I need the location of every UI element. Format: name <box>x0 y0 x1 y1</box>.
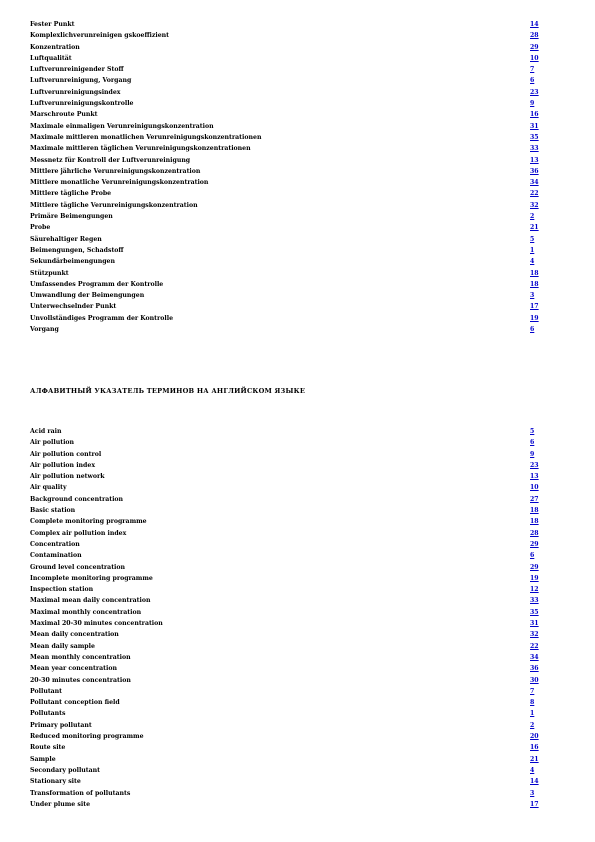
index-term: Konzentration <box>30 43 80 51</box>
index-entry <box>30 109 545 120</box>
page-number-link[interactable]: 7 <box>530 66 535 74</box>
index-entry <box>30 155 545 166</box>
index-entry <box>30 426 545 437</box>
index-entry <box>30 528 545 539</box>
index-term: Primary pollutant <box>30 721 92 729</box>
index-term: Mean year concentration <box>30 665 117 673</box>
index-term: Background concentration <box>30 495 124 503</box>
page-number-link[interactable]: 35 <box>530 133 539 141</box>
index-entry <box>30 697 545 708</box>
page-number-link[interactable]: 18 <box>530 269 539 277</box>
index-term: Concentration <box>30 540 80 548</box>
page-number-link[interactable]: 27 <box>530 495 539 503</box>
index-entry <box>30 765 545 776</box>
page-number-link[interactable]: 10 <box>530 484 539 492</box>
index-term: Transformation of pollutants <box>30 789 131 797</box>
index-term: Sekundärbeimengungen <box>30 258 115 266</box>
index-entry <box>30 234 545 245</box>
index-entry <box>30 562 545 573</box>
german-term-index <box>30 19 545 335</box>
page-number-link[interactable]: 13 <box>530 156 539 164</box>
index-term: Beimengungen, Schadstoff <box>30 246 124 254</box>
index-term: Mittlere jährliche Verunreinigungskonzentration <box>30 167 201 175</box>
index-term: Mittlere tägliche Verunreinigungskonzentration <box>30 201 198 209</box>
page-number-link[interactable]: 8 <box>530 699 535 707</box>
index-entry <box>30 539 545 550</box>
page-number-link[interactable]: 7 <box>530 687 535 695</box>
page-number-link[interactable]: 2 <box>530 721 535 729</box>
index-term: Stützpunkt <box>30 269 69 277</box>
index-entry <box>30 595 545 606</box>
page-number-link[interactable]: 13 <box>530 473 539 481</box>
page-number-link[interactable]: 35 <box>530 608 539 616</box>
index-entry <box>30 641 545 652</box>
index-term: Reduced monitoring programme <box>30 733 144 741</box>
page-number-link[interactable]: 28 <box>530 32 539 40</box>
index-entry <box>30 188 545 199</box>
index-entry <box>30 799 545 810</box>
index-entry <box>30 607 545 618</box>
index-entry <box>30 505 545 516</box>
page-number-link[interactable]: 32 <box>530 631 539 639</box>
index-term: Luftverunreinigungskontrolle <box>30 100 134 108</box>
index-term: Luftqualität <box>30 54 72 62</box>
index-term: Säurehaltiger Regen <box>30 235 102 243</box>
index-term: Maximal 20-30 minutes concentration <box>30 620 163 628</box>
index-term: Unterwechselnder Punkt <box>30 303 117 311</box>
page-number-link[interactable]: 17 <box>530 303 539 311</box>
index-term: Umfassendes Programm der Kontrolle <box>30 280 164 288</box>
page-number-link[interactable]: 12 <box>530 586 539 594</box>
index-entry <box>30 166 545 177</box>
index-entry <box>30 268 545 279</box>
index-term: Contamination <box>30 552 82 560</box>
index-entry <box>30 42 545 53</box>
index-entry <box>30 471 545 482</box>
index-term: Komplexlichverunreinigen gskoeffizient <box>30 32 170 40</box>
page-number-link[interactable]: 18 <box>530 518 539 526</box>
page-number-link[interactable]: 6 <box>530 77 535 85</box>
page-number-link[interactable]: 34 <box>530 179 539 187</box>
index-entry <box>30 449 545 460</box>
index-entry <box>30 708 545 719</box>
index-entry <box>30 75 545 86</box>
index-term: Mean daily concentration <box>30 631 119 639</box>
index-term: 20-30 minutes concentration <box>30 676 131 684</box>
page-number-link[interactable]: 28 <box>530 529 539 537</box>
index-entry <box>30 776 545 787</box>
index-term: Incomplete monitoring programme <box>30 574 153 582</box>
page-number-link[interactable]: 9 <box>530 100 535 108</box>
index-entry <box>30 437 545 448</box>
index-term: Inspection station <box>30 586 94 594</box>
index-entry <box>30 686 545 697</box>
index-entry <box>30 87 545 98</box>
index-term: Complex air pollution index <box>30 529 127 537</box>
page-number-link[interactable]: 19 <box>530 574 539 582</box>
index-term: Mittlere monatliche Verunreinigungskonzentration <box>30 179 209 187</box>
index-term: Basic station <box>30 507 76 515</box>
index-entry <box>30 211 545 222</box>
index-entry <box>30 279 545 290</box>
index-term: Luftverunreinigung, Vorgang <box>30 77 132 85</box>
page-number-link[interactable]: 6 <box>530 552 535 560</box>
index-term: Vorgang <box>30 326 59 334</box>
page-number-link[interactable]: 29 <box>530 563 539 571</box>
page-number-link[interactable]: 20 <box>530 733 539 741</box>
index-entry <box>30 301 545 312</box>
index-entry <box>30 98 545 109</box>
index-term: Air pollution network <box>30 473 105 481</box>
index-entry <box>30 256 545 267</box>
page-number-link[interactable]: 14 <box>530 21 539 28</box>
index-term: Maximal monthly concentration <box>30 608 142 616</box>
index-term: Umwandlung der Beimengungen <box>30 292 145 300</box>
page-number-link[interactable]: 19 <box>530 314 539 322</box>
index-term: Sample <box>30 755 56 763</box>
index-entry <box>30 742 545 753</box>
index-entry <box>30 584 545 595</box>
page-number-link[interactable]: 36 <box>530 167 539 175</box>
page-number-link[interactable]: 3 <box>530 292 535 300</box>
index-entry <box>30 200 545 211</box>
index-term: Maximale mittleren täglichen Verunreinigungskonzentrationen <box>30 145 251 153</box>
page-number-link[interactable]: 1 <box>530 710 535 718</box>
index-term: Pollutant conception field <box>30 699 120 707</box>
index-term: Pollutant <box>30 687 63 695</box>
page-number-link[interactable]: 4 <box>530 766 535 774</box>
page-number-link[interactable]: 9 <box>530 450 535 458</box>
index-entry <box>30 64 545 75</box>
index-term: Maximal mean daily concentration <box>30 597 151 605</box>
index-term: Air quality <box>30 484 67 492</box>
page-number-link[interactable]: 22 <box>530 190 539 198</box>
index-entry <box>30 675 545 686</box>
index-entry <box>30 19 545 30</box>
index-term: Air pollution index <box>30 461 96 469</box>
index-entry <box>30 324 545 335</box>
index-term: Probe <box>30 224 51 232</box>
page-number-link[interactable]: 23 <box>530 461 539 469</box>
index-entry <box>30 573 545 584</box>
index-term: Mean daily sample <box>30 642 95 650</box>
index-entry <box>30 290 545 301</box>
index-entry <box>30 754 545 765</box>
page-number-link[interactable]: 17 <box>530 800 539 808</box>
index-entry <box>30 177 545 188</box>
index-entry <box>30 663 545 674</box>
page-number-link[interactable]: 5 <box>530 428 535 435</box>
english-index-heading: АЛФАВИТНЫЙ УКАЗАТЕЛЬ ТЕРМИНОВ НА АНГЛИЙСКОМ ЯЗЫКЕ <box>30 387 306 395</box>
index-term: Fester Punkt <box>30 21 75 28</box>
page-number-link[interactable]: 14 <box>530 778 539 786</box>
page-number-link[interactable]: 6 <box>530 326 535 334</box>
index-entry <box>30 460 545 471</box>
index-term: Ground level concentration <box>30 563 126 571</box>
page-number-link[interactable]: 29 <box>530 540 539 548</box>
index-entry <box>30 494 545 505</box>
page-number-link[interactable]: 3 <box>530 789 535 797</box>
page-number-link[interactable]: 22 <box>530 642 539 650</box>
page-number-link[interactable]: 18 <box>530 507 539 515</box>
index-term: Air pollution <box>30 439 75 447</box>
page-number-link[interactable]: 34 <box>530 653 539 661</box>
page-number-link[interactable]: 21 <box>530 755 539 763</box>
index-entry <box>30 652 545 663</box>
index-entry <box>30 720 545 731</box>
page-number-link[interactable]: 21 <box>530 224 539 232</box>
index-entry <box>30 30 545 41</box>
page-number-link[interactable]: 16 <box>530 111 539 119</box>
index-entry <box>30 550 545 561</box>
index-entry <box>30 482 545 493</box>
index-term: Maximale mittleren monatlichen Verunreinigungskonzentrationen <box>30 133 262 141</box>
page-number-link[interactable]: 18 <box>530 280 539 288</box>
index-entry <box>30 245 545 256</box>
page-number-link[interactable]: 10 <box>530 54 539 62</box>
index-entry <box>30 629 545 640</box>
index-term: Route site <box>30 744 66 752</box>
index-term: Marschroute Punkt <box>30 111 98 119</box>
page-number-link[interactable]: 33 <box>530 145 539 153</box>
index-term: Acid rain <box>30 428 62 435</box>
page-number-link[interactable]: 6 <box>530 439 535 447</box>
page-number-link[interactable]: 5 <box>530 235 535 243</box>
index-entry <box>30 313 545 324</box>
page-number-link[interactable]: 33 <box>530 597 539 605</box>
page-number-link[interactable]: 30 <box>530 676 539 684</box>
index-term: Messnetz für Kontroll der Luftverunreinigung <box>30 156 191 164</box>
index-entry <box>30 788 545 799</box>
index-entry <box>30 731 545 742</box>
index-term: Secondary pollutant <box>30 766 101 774</box>
index-term: Luftverunreinigender Stoff <box>30 66 124 74</box>
index-term: Air pollution control <box>30 450 102 458</box>
index-entry <box>30 618 545 629</box>
page-number-link[interactable]: 4 <box>530 258 535 266</box>
index-term: Under plume site <box>30 800 91 808</box>
page-number-link[interactable]: 2 <box>530 213 535 221</box>
page-number-link[interactable]: 1 <box>530 246 535 254</box>
page-number-link[interactable]: 29 <box>530 43 539 51</box>
index-term: Maximale einmaligen Verunreinigungskonzentration <box>30 122 214 130</box>
page-number-link[interactable]: 31 <box>530 122 539 130</box>
index-term: Luftverunreinigungsindex <box>30 88 121 96</box>
english-term-index <box>30 426 545 810</box>
index-term: Primäre Beimengungen <box>30 213 113 221</box>
index-entry <box>30 53 545 64</box>
page-number-link[interactable]: 31 <box>530 620 539 628</box>
page-number-link[interactable]: 32 <box>530 201 539 209</box>
index-term: Complete monitoring programme <box>30 518 147 526</box>
index-entry <box>30 121 545 132</box>
index-term: Unvollständiges Programm der Kontrolle <box>30 314 174 322</box>
index-term: Pollutants <box>30 710 66 718</box>
index-entry <box>30 143 545 154</box>
page-number-link[interactable]: 36 <box>530 665 539 673</box>
index-term: Stationary site <box>30 778 81 786</box>
index-entry <box>30 222 545 233</box>
page-number-link[interactable]: 16 <box>530 744 539 752</box>
index-term: Mittlere tägliche Probe <box>30 190 112 198</box>
page-number-link[interactable]: 23 <box>530 88 539 96</box>
index-term: Mean monthly concentration <box>30 653 131 661</box>
index-entry <box>30 516 545 527</box>
index-entry <box>30 132 545 143</box>
